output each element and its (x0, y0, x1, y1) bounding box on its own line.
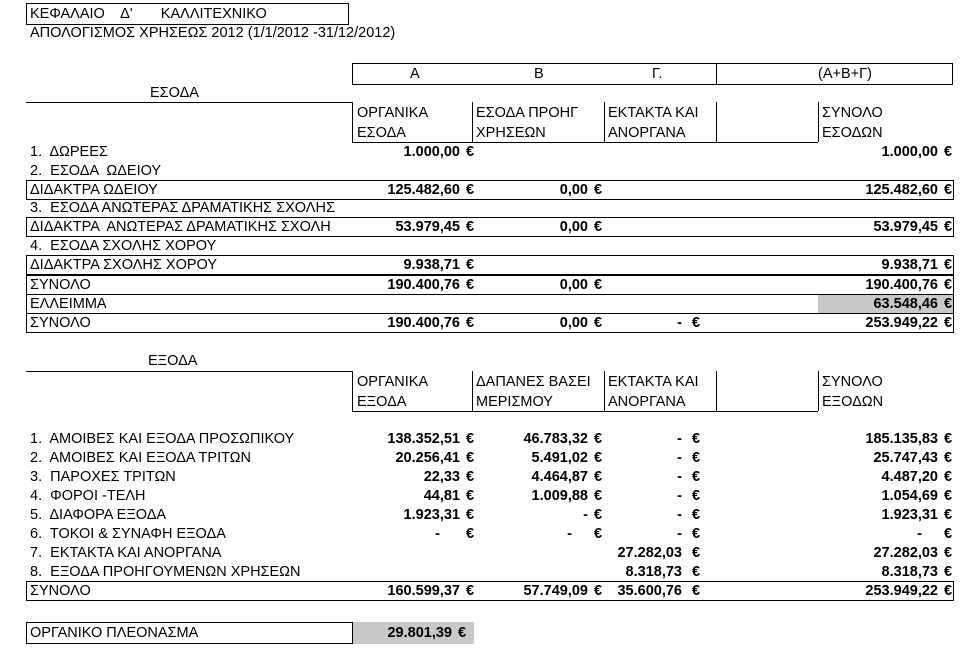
income-row-label: ΕΛΛΕΙΜΜΑ (30, 296, 107, 312)
euro-icon: € (466, 315, 475, 331)
report-subtitle: ΑΠΟΛΟΓΙΣΜΟΣ ΧΡΗΣΕΩΣ 2012 (1/1/2012 -31/12/2012) (30, 25, 396, 41)
euro-icon: € (692, 583, 701, 599)
income-col-total-head-2: ΕΣΟΔΩΝ (822, 125, 883, 141)
euro-icon: € (944, 545, 953, 561)
income-row-label: 1. ΔΩΡΕΕΣ (30, 144, 108, 160)
expense-row-value-total: 253.949,22 (865, 583, 938, 599)
expense-row-value-a: 160.599,37 (387, 583, 460, 599)
expense-row-value-b: 5.491,02 (531, 450, 588, 466)
expense-row-value-c: 35.600,76 (617, 583, 682, 599)
euro-icon: € (466, 469, 475, 485)
income-row-label: ΔΙΔΑΚΤΡΑ ΣΧΟΛΗΣ ΧΟΡΟΥ (30, 257, 217, 273)
euro-icon: € (594, 507, 603, 523)
column-b-letter: Β (534, 66, 544, 82)
euro-icon: € (944, 182, 953, 198)
income-row-value-b: 0,00 (559, 277, 588, 293)
income-row-value-a: 9.938,71 (403, 257, 460, 273)
income-head-div-d (716, 102, 717, 142)
expense-row-label: 1. ΑΜΟΙΒΕΣ ΚΑΙ ΕΞΟΔΑ ΠΡΟΣΩΠΙΚΟΥ (30, 431, 295, 447)
income-row-value-b: 0,00 (559, 219, 588, 235)
income-head-div-e (818, 102, 819, 142)
column-a-letter: Α (410, 66, 420, 82)
income-row-label: ΔΙΔΑΚΤΡΑ ΑΝΩΤΕΡΑΣ ΔΡΑΜΑΤΙΚΗΣ ΣΧΟΛΗ (30, 219, 331, 235)
euro-icon: € (466, 277, 475, 293)
expense-row-label: 5. ΔΙΑΦΟΡΑ ΕΞΟΔΑ (30, 507, 167, 523)
expense-row-value-total: 27.282,03 (873, 545, 938, 561)
euro-icon: € (944, 257, 953, 273)
expenses-col-b-head-1: ΔΑΠΑΝΕΣ ΒΑΣΕΙ (476, 374, 591, 390)
expense-row-value-total: - (917, 526, 922, 542)
income-row-value-total: 9.938,71 (881, 257, 938, 273)
income-row-value-c: - (677, 315, 682, 331)
euro-icon: € (944, 431, 953, 447)
expense-row-value-c: - (677, 469, 682, 485)
expense-row-label: 2. ΑΜΟΙΒΕΣ ΚΑΙ ΕΞΟΔΑ ΤΡΙΤΩΝ (30, 450, 251, 466)
euro-icon: € (944, 469, 953, 485)
euro-icon: € (466, 144, 475, 160)
expense-row-value-c: 27.282,03 (617, 545, 682, 561)
expense-row-value-b: 1.009,88 (531, 488, 588, 504)
euro-icon: € (692, 488, 701, 504)
euro-icon: € (944, 583, 953, 599)
euro-icon: € (594, 488, 603, 504)
column-c-letter: Γ. (652, 66, 663, 82)
surplus-value: 29.801,39 (387, 625, 452, 641)
expense-row-value-total: 1.923,31 (881, 507, 938, 523)
expense-row-value-b: 46.783,32 (523, 431, 588, 447)
column-letters-divider (716, 63, 717, 85)
surplus-label: ΟΡΓΑΝΙΚΟ ΠΛΕΟΝΑΣΜΑ (30, 625, 199, 641)
expense-row-value-total: 4.487,20 (881, 469, 938, 485)
income-col-total-head-1: ΣΥΝΟΛΟ (822, 105, 883, 121)
euro-icon: € (466, 450, 475, 466)
income-row-value-a: 1.000,00 (403, 144, 460, 160)
euro-icon: € (692, 469, 701, 485)
expense-row-value-total: 1.054,69 (881, 488, 938, 504)
income-row-value-total: 190.400,76 (865, 277, 938, 293)
euro-icon: € (466, 182, 475, 198)
income-row-label: ΔΙΔΑΚΤΡΑ ΩΔΕΙΟΥ (30, 182, 158, 198)
euro-icon: € (692, 545, 701, 561)
expense-row-value-c: - (677, 488, 682, 504)
income-col-c-head-1: ΕΚΤΑΚΤΑ ΚΑΙ (608, 105, 699, 121)
expenses-col-c-head-2: ΑΝΟΡΓΑΝΑ (608, 394, 686, 410)
euro-icon: € (458, 625, 467, 641)
expense-row-value-b: 57.749,09 (523, 583, 588, 599)
income-row-value-a: 190.400,76 (387, 315, 460, 331)
euro-icon: € (944, 564, 953, 580)
euro-icon: € (944, 450, 953, 466)
euro-icon: € (466, 257, 475, 273)
euro-icon: € (944, 277, 953, 293)
income-row-label: 2. ΕΣΟΔΑ ΩΔΕΙΟΥ (30, 163, 162, 179)
expenses-head-div-b (472, 371, 473, 411)
income-row-value-a: 190.400,76 (387, 277, 460, 293)
expense-row-value-total: 8.318,73 (881, 564, 938, 580)
expense-row-value-a: 44,81 (423, 488, 460, 504)
expense-row-value-b: - (583, 507, 588, 523)
expense-row-value-a: 1.923,31 (403, 507, 460, 523)
expenses-col-a-head-2: ΕΞΟΔΑ (357, 394, 407, 410)
expenses-head-div-a (352, 371, 353, 411)
expense-row-label: 8. ΕΞΟΔΑ ΠΡΟΗΓΟΥΜΕΝΩΝ ΧΡΗΣΕΩΝ (30, 564, 301, 580)
income-col-b-head-1: ΕΣΟΔΑ ΠΡΟΗΓ (476, 105, 579, 121)
euro-icon: € (692, 315, 701, 331)
expense-row-value-c: 8.318,73 (625, 564, 682, 580)
expense-row-value-c: - (677, 507, 682, 523)
expense-row-label: 6. ΤΟΚΟΙ & ΣΥΝΑΦΗ ΕΞΟΔΑ (30, 526, 226, 542)
expenses-title-underline (26, 371, 352, 372)
euro-icon: € (944, 315, 953, 331)
euro-icon: € (594, 277, 603, 293)
expense-row-value-b: - (567, 526, 572, 542)
euro-icon: € (594, 431, 603, 447)
expense-row-label: ΣΥΝΟΛΟ (30, 583, 91, 599)
income-col-b-head-2: ΧΡΗΣΕΩΝ (476, 125, 546, 141)
euro-icon: € (944, 144, 953, 160)
euro-icon: € (944, 507, 953, 523)
income-row-label: ΣΥΝΟΛΟ (30, 315, 91, 331)
expense-row-value-c: - (677, 431, 682, 447)
expense-row-value-b: 4.464,87 (531, 469, 588, 485)
euro-icon: € (466, 583, 475, 599)
column-total-letter: (Α+Β+Γ) (818, 66, 872, 82)
expenses-head-div-d (716, 371, 717, 411)
income-row-value-a: 125.482,60 (387, 182, 460, 198)
income-row-value-a: 53.979,45 (395, 219, 460, 235)
euro-icon: € (692, 431, 701, 447)
expenses-col-total-head-1: ΣΥΝΟΛΟ (822, 374, 883, 390)
income-row-label: ΣΥΝΟΛΟ (30, 277, 91, 293)
euro-icon: € (594, 450, 603, 466)
income-head-div-a (352, 102, 353, 142)
euro-icon: € (692, 507, 701, 523)
expenses-head-div-e (818, 371, 819, 411)
expense-row-value-a: 20.256,41 (395, 450, 460, 466)
income-title-underline (26, 102, 352, 103)
expenses-title: ΕΞΟΔΑ (148, 353, 198, 369)
income-row-value-total: 53.979,45 (873, 219, 938, 235)
expense-row-value-c: - (677, 526, 682, 542)
euro-icon: € (944, 219, 953, 235)
euro-icon: € (594, 315, 603, 331)
expense-row-value-total: 25.747,43 (873, 450, 938, 466)
expense-row-label: 3. ΠΑΡΟΧΕΣ ΤΡΙΤΩΝ (30, 469, 176, 485)
expenses-col-b-head-2: ΜΕΡΙΣΜΟΥ (476, 394, 553, 410)
income-row-value-total: 253.949,22 (865, 315, 938, 331)
euro-icon: € (944, 526, 953, 542)
euro-icon: € (594, 182, 603, 198)
euro-icon: € (466, 507, 475, 523)
income-head-div-b (472, 102, 473, 142)
euro-icon: € (466, 431, 475, 447)
expenses-col-c-head-1: ΕΚΤΑΚΤΑ ΚΑΙ (608, 374, 699, 390)
expense-row-value-c: - (677, 450, 682, 466)
expense-row-label: 7. ΕΚΤΑΚΤΑ ΚΑΙ ΑΝΟΡΓΑΝΑ (30, 545, 222, 561)
euro-icon: € (692, 450, 701, 466)
expenses-head-div-c (604, 371, 605, 411)
expense-row-value-a: - (435, 526, 440, 542)
expense-row-value-a: 138.352,51 (387, 431, 460, 447)
euro-icon: € (944, 296, 953, 312)
income-row-value-total: 63.548,46 (873, 296, 938, 312)
income-head-div-c (604, 102, 605, 142)
euro-icon: € (466, 219, 475, 235)
expenses-head-bottom-line (352, 411, 818, 412)
expense-row-value-total: 185.135,83 (865, 431, 938, 447)
income-row-label: 4. ΕΣΟΔΑ ΣΧΟΛΗΣ ΧΟΡΟΥ (30, 238, 217, 254)
income-row-label: 3. ΕΣΟΔΑ ΑΝΩΤΕΡΑΣ ΔΡΑΜΑΤΙΚΗΣ ΣΧΟΛΗΣ (30, 200, 335, 216)
euro-icon: € (466, 526, 475, 542)
income-row-value-b: 0,00 (559, 182, 588, 198)
euro-icon: € (594, 469, 603, 485)
euro-icon: € (466, 488, 475, 504)
income-row-value-b: 0,00 (559, 315, 588, 331)
income-row-value-total: 125.482,60 (865, 182, 938, 198)
income-col-c-head-2: ΑΝΟΡΓΑΝΑ (608, 125, 686, 141)
income-row-value-total: 1.000,00 (881, 144, 938, 160)
income-col-a-head-1: ΟΡΓΑΝΙΚΑ (357, 105, 429, 121)
euro-icon: € (692, 526, 701, 542)
income-col-a-head-2: ΕΣΟΔΑ (357, 125, 406, 141)
expense-row-value-a: 22,33 (423, 469, 460, 485)
chapter-title: ΚΕΦΑΛΑΙΟ Δ' ΚΑΛΛΙΤΕΧΝΙΚΟ (30, 6, 267, 22)
euro-icon: € (594, 219, 603, 235)
income-title: ΕΣΟΔΑ (150, 85, 199, 101)
euro-icon: € (594, 583, 603, 599)
expenses-col-a-head-1: ΟΡΓΑΝΙΚΑ (357, 374, 429, 390)
euro-icon: € (692, 564, 701, 580)
expense-row-label: 4. ΦΟΡΟΙ -ΤΕΛΗ (30, 488, 146, 504)
expenses-col-total-head-2: ΕΞΟΔΩΝ (822, 394, 884, 410)
euro-icon: € (594, 526, 603, 542)
euro-icon: € (944, 488, 953, 504)
